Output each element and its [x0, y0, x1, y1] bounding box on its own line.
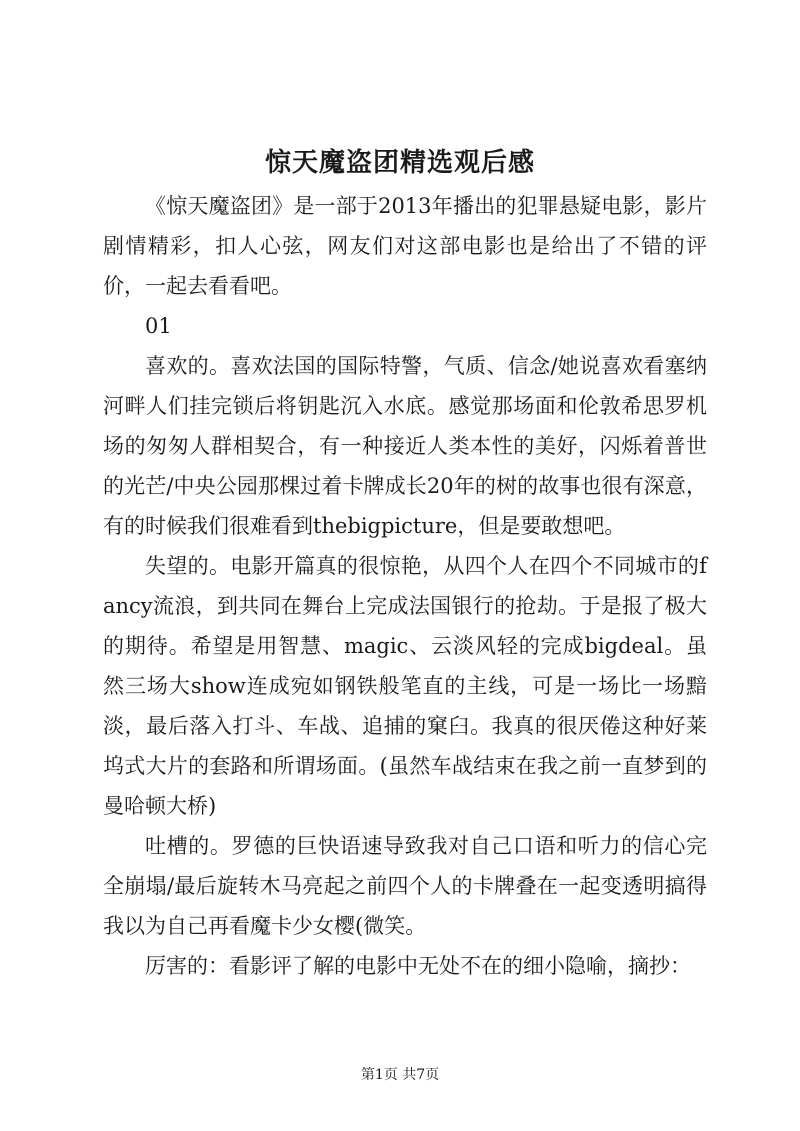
- paragraph-disappointed: 失望的。电影开篇真的很惊艳，从四个人在四个不同城市的fancy流浪，到共同在舞台上完成法国银行的抢劫。于是报了极大的期待。希望是用智慧、magic、云淡风轻的完成bigdeal。虽然三场大show连成宛如钢铁般笔直的主线，可是一场比一场黯淡，最后落入打斗、车战、追捕的窠臼。我真的很厌倦这种好莱坞式大片的套路和所谓场面。(虽然车战结束在我之前一直梦到的曼哈顿大桥): [103, 554, 707, 818]
- section-number: 01: [145, 314, 172, 338]
- paragraph-complaints: 吐槽的。罗德的巨快语速导致我对自己口语和听力的信心完全崩塌/最后旋转木马亮起之前四个人的卡牌叠在一起变透明搞得我以为自己再看魔卡少女樱(微笑。: [103, 834, 707, 938]
- intro-paragraph: 《惊天魔盗团》是一部于2013年播出的犯罪悬疑电影，影片剧情精彩，扣人心弦，网友们对这部电影也是给出了不错的评价，一起去看看吧。: [103, 194, 707, 298]
- document-body: [103, 186, 707, 986]
- paragraph-impressive: 厉害的：看影评了解的电影中无处不在的细小隐喻，摘抄：: [145, 954, 691, 978]
- document-title: 惊天魔盗团精选观后感: [264, 148, 535, 178]
- page-footer: 第1页 共7页: [360, 1067, 440, 1083]
- paragraph-liked: 喜欢的。喜欢法国的国际特警，气质、信念/她说喜欢看塞纳河畔人们挂完锁后将钥匙沉入水底。感觉那场面和伦敦希思罗机场的匆匆人群相契合，有一种接近人类本性的美好，闪烁着普世的光芒/中央公园那棵过着卡牌成长20年的树的故事也很有深意，有的时候我们很难看到thebigpicture，但是要敢想吧。: [103, 354, 707, 538]
